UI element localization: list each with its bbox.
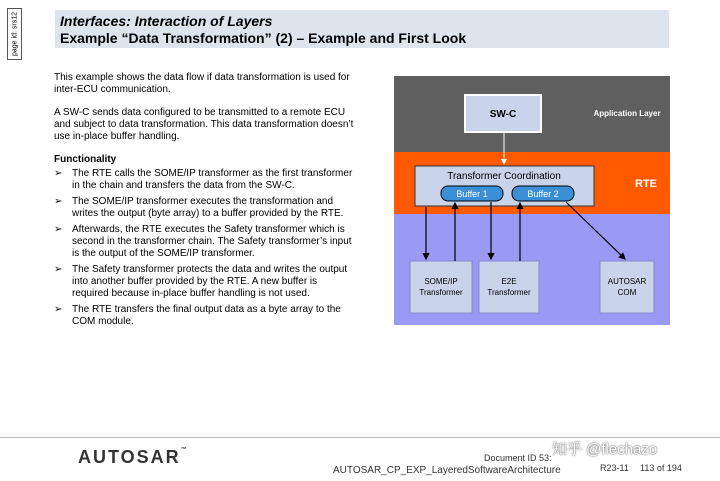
logo-trademark: ™ [180, 447, 187, 453]
bullet-arrow-icon: ➢ [54, 196, 63, 207]
e2e-transformer-label-2: Transformer [487, 288, 531, 297]
buffer-2-label: Buffer 2 [527, 189, 559, 199]
bullet-arrow-icon: ➢ [54, 304, 63, 315]
release-version: R23-11 [600, 463, 629, 473]
application-layer-label: Application Layer [593, 109, 661, 118]
list-item [54, 224, 354, 260]
list-item [54, 196, 354, 220]
functionality-list [54, 168, 354, 328]
someip-transformer-label-2: Transformer [419, 288, 463, 297]
title-bar [55, 10, 669, 48]
page-subtitle: Example “Data Transformation” (2) – Example and First Look [60, 30, 467, 46]
bullet-arrow-icon: ➢ [54, 224, 63, 235]
body-text [54, 72, 354, 332]
someip-transformer-box [410, 261, 472, 313]
list-item-text: The SOME/IP transformer executes the transformation and writes the output (byte array) to a buffer provided by the RTE. [72, 196, 344, 219]
e2e-transformer-label-1: E2E [501, 277, 517, 286]
autosar-logo [78, 447, 187, 468]
autosar-com-label-2: COM [617, 288, 637, 297]
list-item [54, 304, 354, 328]
intro-paragraph: This example shows the data flow if data transformation is used for inter-ECU communication. [54, 72, 350, 95]
buffer-1-label: Buffer 1 [456, 189, 488, 199]
swc-label: SW-C [489, 109, 517, 120]
transformer-coordination-label: Transformer Coordination [447, 171, 561, 182]
rte-label: RTE [635, 178, 657, 190]
page-title: Interfaces: Interaction of Layers [60, 13, 273, 29]
autosar-com-label-1: AUTOSAR [607, 277, 647, 286]
list-item-text: Afterwards, the RTE executes the Safety transformer which is second in the transformer chain. The Safety transformer’s input is the output of the SOME/IP transformer. [72, 224, 352, 259]
list-item [54, 168, 354, 192]
list-item-text: The RTE transfers the final output data as a byte array to the COM module. [72, 304, 341, 327]
functionality-heading: Functionality [54, 154, 117, 165]
page-id-text: page id: srs12 [11, 12, 18, 56]
bullet-arrow-icon: ➢ [54, 264, 63, 275]
someip-transformer-label-1: SOME/IP [424, 277, 458, 286]
logo-text: AUTOSAR [78, 447, 181, 467]
page-id-tag [7, 8, 22, 60]
document-name: AUTOSAR_CP_EXP_LayeredSoftwareArchitecture [333, 465, 561, 476]
list-item [54, 264, 354, 300]
list-item-text: The RTE calls the SOME/IP transformer as the first transformer in the chain and transfers the data from the SW-C. [72, 168, 353, 191]
data-flow-diagram [394, 76, 670, 325]
autosar-com-box [600, 261, 654, 313]
bullet-arrow-icon: ➢ [54, 168, 63, 179]
page-number: 113 of 194 [640, 463, 682, 473]
list-item-text: The Safety transformer protects the data and writes the output into another buffer provided by the RTE. A new buffer is required because in-place buffer handling is not used. [72, 264, 348, 299]
description-paragraph: A SW-C sends data configured to be transmitted to a remote ECU and subject to data transformation. This data transformation doesn’t use in-place buffer handling. [54, 107, 354, 142]
document-id: Document ID 53: [484, 453, 552, 463]
e2e-transformer-box [479, 261, 539, 313]
watermark: 知乎 @flechazo [552, 441, 658, 458]
